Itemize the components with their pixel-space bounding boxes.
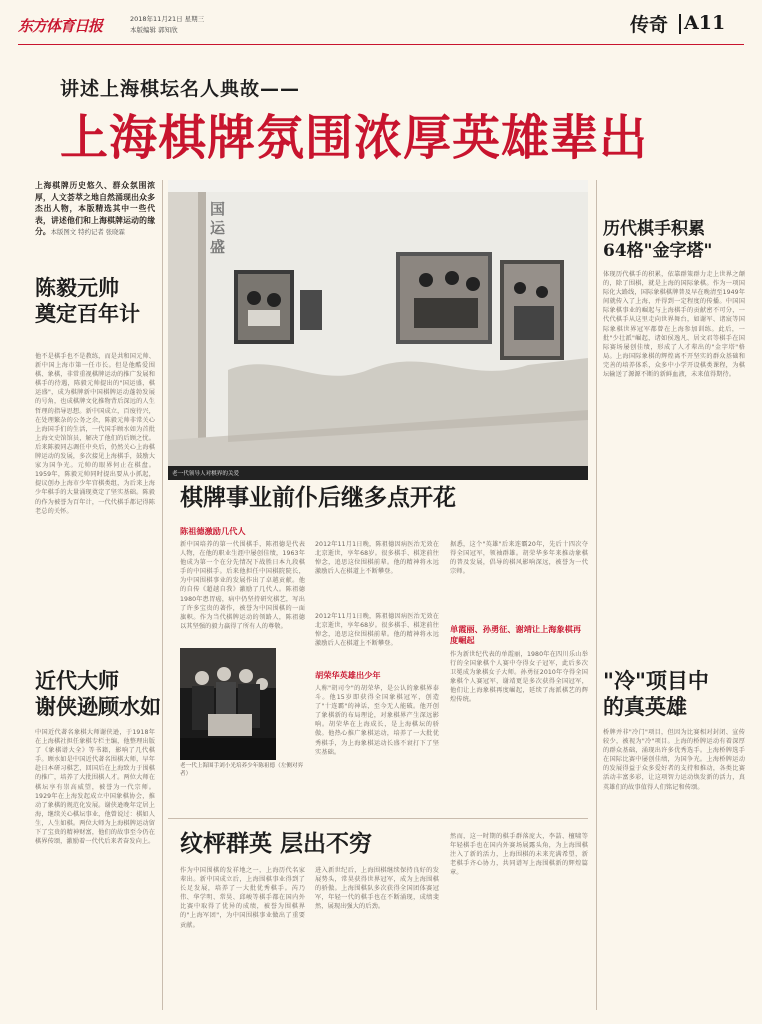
chess-photo <box>180 648 276 760</box>
calligraphy-text: 国运盛 <box>210 200 226 256</box>
masthead-rule <box>18 44 744 45</box>
history-title-2: 64格"金字塔" <box>603 241 713 261</box>
bridge-title-1: "冷"项目中 <box>603 668 709 693</box>
main-body-2: 2012年11月1日晚，陈祖德因病医治无效在北京逝世，享年68岁。很多棋手、棋迷前往悼念，追思这位围棋前辈。他的精神将永远激励后人在棋道上不断攀登。 <box>315 541 439 576</box>
intro-body: 上海棋牌历史悠久、群众氛围浓厚，人文荟萃之地自然涌现出众多杰出人物，本版精选其中一些代表，讲述他们和上海棋牌运动的缘分。 <box>35 181 155 236</box>
gallery-photo <box>168 180 588 480</box>
wenping-body-3: 然而，这一时期的棋手群落庞大，李喆、檀啸等年轻棋手也在国内外赛场展露头角，为上海围棋注入了新的活力，上海围棋的未来充满希望，新老棋手齐心协力，共同谱写上海围棋新的辉煌篇章。 <box>450 833 588 877</box>
chen-yi-body: 他不是棋手也不是教练，而是共和国元帅、新中国上海市第一任市长。但是他酷爱围棋、象棋，非常重视棋牌运动的推广发展和棋手的待遇，陈毅元帅提出的"国运盛，棋运盛"，成为棋牌新中国棋牌运动蓬勃发展的号角，也成棋牌文化推物背后深远的人生哲理的指导思想。新中国成立，百废待兴，在处理繁杂的公务之余，陈毅元帅非常关心上海国手们的生活，一代国手顾水如为首批上海文史馆馆员，解决了他们的后顾之忧。后来陈毅同志调任中央后，仍然关心上海棋牌运动的发展，多次接见上海棋手，鼓励大家为国争光。元帅的眼界何止在棋盘。1959年，陈毅元帅同时提出要从小抓起，提议创办上海市少年宫棋类组，为后来上海少年棋手的大量涌现奠定了坚实基础。陈毅的作为被誉为百年计，一代代棋手都记得陈老总的关怀。 <box>35 353 155 515</box>
chen-yi-title-1: 陈毅元帅 <box>35 275 119 300</box>
headline-kicker: 讲述上海棋坛名人典故—— <box>60 78 301 100</box>
main-sub-shan-xiali: 单霞丽、孙勇征、谢靖让上海象棋再度崛起 <box>450 624 582 645</box>
gu-shuiru-title-2: 谢侠逊顾水如 <box>35 694 161 719</box>
section-divider <box>168 818 588 819</box>
gu-shuiru-title-1: 近代大师 <box>35 668 119 693</box>
wenping-body-1: 作为中国围棋的发祥地之一，上海历代名家辈出。新中国成立后，上海围棋事业得到了长足发展，培养了一大批优秀棋手。芮乃伟、华学明、常昊、邱峻等棋手都在国内外比赛中取得了优异的成绩，被誉为围棋界的"上海军团"，为中国围棋事业做出了重要贡献。 <box>180 867 305 929</box>
column-divider-left <box>162 180 163 1010</box>
main-sub-chen-zude: 陈祖德激励几代人 <box>180 526 246 536</box>
bridge-title-2: 的真英雄 <box>603 694 687 719</box>
main-body-3: 人称"胡司令"的胡荣华，是公认的象棋界泰斗。他15岁即获得全国象棋冠军，创造了"十连霸"的神话，至今无人能破。他开创了象棋新的布局理论，对象棋界产生深远影响。胡荣华在上海成长，是上海棋坛的骄傲。他热心推广象棋运动，培养了一大批优秀棋手，为上海象棋运动长盛不衰打下了坚实基础。 <box>315 685 439 756</box>
section-name: 传奇 <box>630 14 669 36</box>
date-line: 2018年11月21日 星期三 <box>130 15 205 23</box>
chess-illustration <box>180 648 276 760</box>
gu-shuiru-body: 中国近代著名象棋大师谢侠逊，于1918年在上海棋社担任象棋专栏主编，他整理出版了《象棋谱大全》等书籍，影响了几代棋手。顾水如是中国近代著名围棋大师，早年赴日本研习棋艺，回国后在上海致力于围棋的推广，培养了大批围棋人才。两位大师在棋坛享有崇高威望，被誉为一代宗师。1929年在上海发起成立中国象棋协会，推动了象棋的规范化发展。谢侠逊晚年定居上海，继续关心棋坛事业，他曾说过：棋如人生，人生如棋。两位大师为上海棋牌运动留下了宝贵的精神财富，他们的故事至今仍在棋界传颂，激励着一代代后来者奋发向上。 <box>35 729 155 846</box>
chess-photo-caption: 老一代上海围手刘小光培养少年陈祖德（左侧对弈者） <box>180 763 304 777</box>
main-body-1: 新中国培养的第一代围棋手，陈祖德是代表人物，在他的职业生涯中屡创佳绩，1963年他成为第一个在分先情况下战胜日本九段棋手的中国棋手。后来他担任中国棋院院长，为中国围棋事业的发展作出了卓越贡献。他的自传《超越自我》激励了几代人。陈祖德1980年患胃癌，病中仍坚持研究棋艺，写出了许多宝贵的著作，被誉为中国围棋的一面旗帜。作为当代棋牌运动的领路人，陈祖德以其坚强的毅力赢得了所有人的尊敬。 <box>180 541 305 630</box>
intro-text <box>35 180 155 264</box>
chen-yi-title-2: 奠定百年计 <box>35 301 140 326</box>
masthead <box>0 0 762 48</box>
main-story-title: 棋牌事业前仆后继多点开花 <box>180 484 456 511</box>
bridge-body: 桥牌并非"冷门"项目，但因为比赛相对封闭、宣传较少，被视为"冷"项目。上海的桥牌运动有着深厚的群众基础，涌现出许多优秀选手。上海桥牌选手在国际比赛中屡创佳绩，为国争光。上海桥牌运动的发展得益于众多爱好者的支持和推动，各类比赛活动丰富多彩，让这项智力运动焕发新的活力，真英雄们的故事值得人们铭记和传颂。 <box>603 729 745 791</box>
gallery-photo-caption: 老一代领导人对棋界的关爱 <box>172 471 240 477</box>
main-sub-hu-ronghua: 胡荣华英雄出少年 <box>315 670 381 680</box>
column-divider-right <box>596 180 597 1010</box>
intro-byline: 本版图文 特约记者 张晓霖 <box>50 228 125 236</box>
editor-line: 本版编辑 郭知欣 <box>130 26 178 34</box>
gallery-illustration <box>168 180 588 480</box>
history-title-1: 历代棋手积累 <box>603 219 705 239</box>
divider-bar <box>679 14 681 34</box>
headline-title: 上海棋牌氛围浓厚英雄辈出 <box>60 110 649 166</box>
page-number: A11 <box>684 12 726 34</box>
main-body-4: 据悉，这个"英雄"后来连霸20年，先后十四次夺得全国冠军，领袖群雄。胡荣华多年来推动象棋的普及发展，倡导的棋风影响深远，被誉为一代宗师。 <box>450 541 588 576</box>
history-body: 体现历代棋手的积累，依靠群策群力走上世界之颠的，除了围棋，就是上海的国际象棋。作为一项国际化大路线，国际象棋棋牌普及早在晚清至1949年间就传入了上海，并得到一定程度的传播。中国国际象棋事业的崛起与上海棋手的贡献密不可分，一代代棋手从这里走向世界舞台，如谢军、诸宸等国际象棋世界冠军都曾在上海参加训练。此后，一批"少壮派"崛起，诸如侯逸凡、居文君等棋手在国际赛场屡创佳绩，形成了人才辈出的"金字塔"格局。上海国际象棋的辉煌离不开坚实的群众基础和完善的培养体系，众多中小学开设棋类课程，为棋坛输送了源源不断的新鲜血液，未来值得期待。 <box>603 271 745 379</box>
wenping-body-2: 进入新世纪后，上海围棋继续保持良好的发展势头，常昊获得世界冠军，成为上海围棋的骄傲。上海围棋队多次获得全国团体赛冠军，年轻一代的棋手也在不断涌现，成绩斐然，展现出强大的后劲。 <box>315 867 439 911</box>
main-body-2b: 2012年11月1日晚，陈祖德因病医治无效在北京逝世，享年68岁。很多棋手、棋迷前往悼念，追思这位围棋前辈。他的精神将永远激励后人在棋道上不断攀登。 <box>315 613 439 648</box>
main-body-5: 作为新世纪代表的单霞丽，1980年在四川乐山举行的全国象棋个人赛中夺得女子冠军，此后多次卫冕成为象棋女子大师。孙勇征2010年夺得全国象棋个人赛冠军，谢靖更是多次获得全国冠军，他们让上海象棋再度崛起，延续了海派棋艺的辉煌传统。 <box>450 651 588 704</box>
brand-logo: 东方体育日报 <box>18 17 103 35</box>
wenping-title: 纹枰群英 层出不穷 <box>180 830 373 857</box>
